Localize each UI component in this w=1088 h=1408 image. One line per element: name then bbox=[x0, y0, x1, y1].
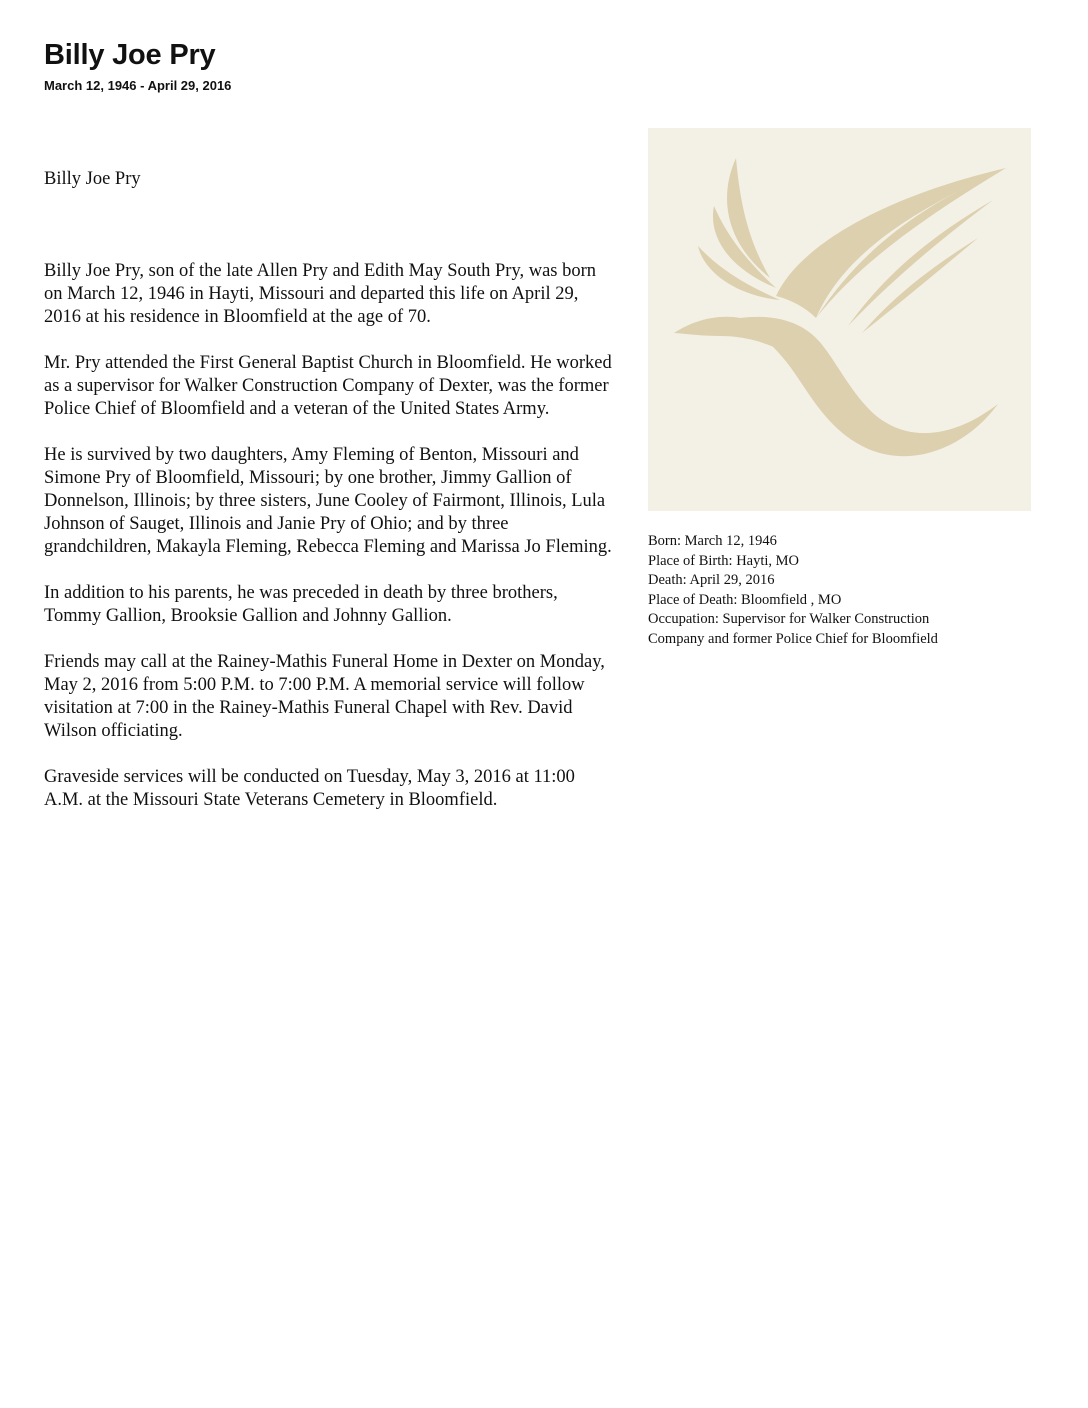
paragraph-preceded: In addition to his parents, he was preceded in death by three brothers, Tommy Gallion, Brooksie Gallion and Johnny Gallion. bbox=[44, 583, 558, 626]
dove-image bbox=[648, 128, 1031, 511]
obituary-body bbox=[44, 168, 614, 835]
obituary-header bbox=[44, 38, 231, 94]
intro-name: Billy Joe Pry bbox=[44, 169, 141, 189]
page-title: Billy Joe Pry bbox=[44, 39, 216, 71]
fact-place-of-birth: Place of Birth: Hayti, MO bbox=[648, 552, 800, 569]
paragraph-birth: Billy Joe Pry, son of the late Allen Pry and Edith May South Pry, was born on March 12, 1946 in Hayti, Missouri and departed this life on April 29, 2016 at his residence in Bloomfield at the age of 70. bbox=[44, 261, 597, 327]
paragraph-career: Mr. Pry attended the First General Baptist Church in Bloomfield. He worked as a supervisor for Walker Construction Company of Dexter, was the former Police Chief of Bloomfield and a veteran of the United States Army. bbox=[44, 353, 612, 419]
dove-icon bbox=[648, 128, 1031, 511]
paragraph-graveside: Graveside services will be conducted on Tuesday, May 3, 2016 at 11:00 A.M. at the Missouri State Veterans Cemetery in Bloomfield. bbox=[44, 767, 575, 810]
paragraph-visitation: Friends may call at the Rainey-Mathis Funeral Home in Dexter on Monday, May 2, 2016 from 5:00 P.M. to 7:00 P.M. A memorial service will follow visitation at 7:00 in the Rainey-Mathis Funeral Chapel with Rev. David Wilson officiating. bbox=[44, 652, 605, 741]
fact-occupation-line2: Company and former Police Chief for Bloomfield bbox=[648, 630, 938, 647]
fact-born: Born: March 12, 1946 bbox=[648, 533, 777, 549]
fact-death: Death: April 29, 2016 bbox=[648, 572, 775, 588]
life-dates: March 12, 1946 - April 29, 2016 bbox=[44, 78, 232, 93]
fact-place-of-death: Place of Death: Bloomfield , MO bbox=[648, 591, 842, 608]
fact-occupation-line1: Occupation: Supervisor for Walker Construction bbox=[648, 611, 930, 627]
obituary-facts bbox=[648, 532, 1048, 649]
paragraph-survivors: He is survived by two daughters, Amy Fleming of Benton, Missouri and Simone Pry of Bloomfield, Missouri; by one brother, Jimmy Gallion of Donnelson, Illinois; by three sisters, June Cooley of Fairmont, Illinois, Lula Johnson of Sauget, Illinois and Janie Pry of Ohio; and by three grandchildren, Makayla Fleming, Rebecca Fleming and Marissa Jo Fleming. bbox=[44, 445, 612, 557]
